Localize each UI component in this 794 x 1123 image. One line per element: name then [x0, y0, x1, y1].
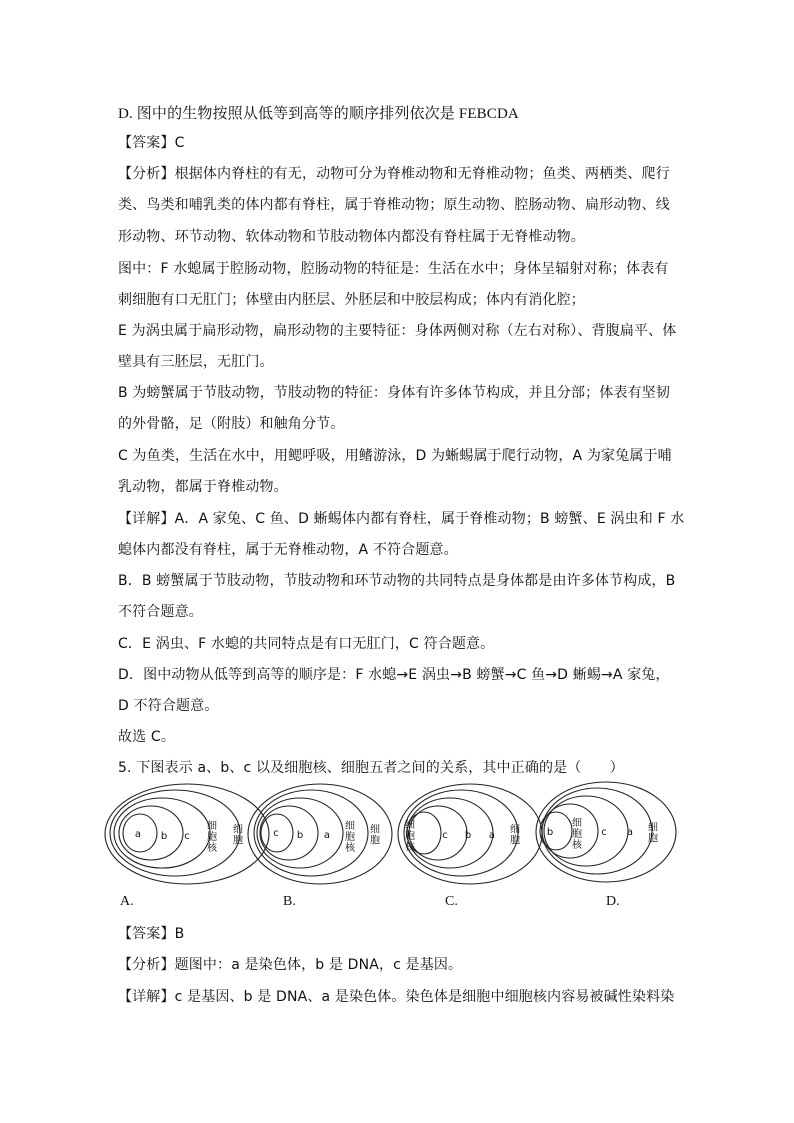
detail-line: 【详解】A．A 家兔、C 鱼、D 蜥蜴体内都有脊柱，属于脊椎动物；B 螃蟹、E 涡虫和 F 水	[118, 511, 685, 527]
analysis-line: 【分析】根据体内脊柱的有无，动物可分为脊椎动物和无脊椎动物；鱼类、两栖类、爬行	[118, 166, 670, 182]
diagram-d-label: c	[601, 827, 607, 838]
analysis-line: 的外骨骼，足（附肢）和触角分节。	[118, 416, 345, 432]
diagram-d-label: b	[546, 827, 554, 838]
detail-line: C．E 涡虫、F 水螅的共同特点是有口无肛门，C 符合题意。	[118, 636, 495, 652]
detail-line: D．图中动物从低等到高等的顺序是：F 水螅→E 涡虫→B 螃蟹→C 鱼→D 蜥蜴→A 家兔，	[118, 667, 670, 683]
option-c-label: C.	[445, 894, 458, 909]
analysis-line: 壁具有三胚层，无肛门。	[118, 354, 274, 370]
diagram-a-label: 细胞核	[207, 821, 217, 854]
analysis-line: 【分析】题图中：a 是染色体，b 是 DNA，c 是基因。	[118, 957, 463, 973]
diagram-b	[248, 784, 392, 884]
diagram-d-label: a	[626, 827, 634, 838]
diagram-c-label: 细胞	[510, 824, 520, 847]
conclusion-line: 故选 C。	[118, 729, 175, 745]
diagram-d	[536, 782, 676, 882]
diagram-b-label: 细胞核	[345, 821, 355, 854]
answer-line: 【答案】C	[118, 135, 185, 151]
detail-line: D 不符合题意。	[118, 698, 219, 714]
option-d-text: D. 图中的生物按照从低等到高等的顺序排列依次是 FEBCDA	[118, 106, 519, 122]
diagram-b-label: c	[273, 828, 279, 839]
diagram-c-label: c	[442, 830, 448, 841]
option-a-label: A.	[120, 894, 134, 909]
option-b-label: B.	[283, 894, 296, 909]
diagram-b-label: a	[323, 830, 331, 841]
diagram-a-label: c	[184, 831, 190, 842]
diagram-c-label: 细胞核	[405, 820, 415, 853]
analysis-line: 刺细胞有口无肛门；体壁由内胚层、外胚层和中胶层构成；体内有消化腔；	[118, 292, 585, 308]
diagram-a-label: b	[160, 831, 168, 842]
analysis-line: 类、鸟类和哺乳类的体内都有脊柱，属于脊椎动物；原生动物、腔肠动物、扁形动物、线	[118, 197, 670, 213]
diagram-c-label: a	[488, 830, 496, 841]
answer-line: 【答案】B	[118, 926, 185, 942]
diagram-b-label: 细胞	[370, 824, 380, 847]
diagram-a-label: a	[134, 829, 142, 840]
detail-line: B．B 螃蟹属于节肢动物，节肢动物和环节动物的共同特点是身体都是由许多体节构成，B	[118, 573, 676, 589]
analysis-line: 图中：F 水螅属于腔肠动物，腔肠动物的特征是：生活在水中；身体呈辐射对称；体表有	[118, 261, 669, 277]
question-5: 5. 下图表示 a、b、c 以及细胞核、细胞五者之间的关系，其中正确的是（ ）	[118, 760, 624, 776]
diagram-d-label: 细胞	[648, 822, 658, 845]
analysis-line: 形动物、环节动物、软体动物和节肢动物体内都没有脊柱属于无脊椎动物。	[118, 229, 585, 245]
option-d-label: D.	[606, 894, 620, 909]
diagram-a	[105, 784, 269, 884]
detail-line: 螅体内都没有脊柱，属于无脊椎动物，A 不符合题意。	[118, 542, 458, 558]
diagram-b-label: b	[296, 830, 304, 841]
analysis-line: 乳动物，都属于脊椎动物。	[118, 479, 288, 495]
diagram-c-label: b	[464, 830, 472, 841]
diagram-a-label: 细胞	[233, 824, 243, 847]
analysis-line: C 为鱼类，生活在水中，用鳃呼吸，用鳍游泳，D 为蜥蜴属于爬行动物，A 为家兔属于哺	[118, 448, 672, 464]
detail-line: 不符合题意。	[118, 604, 203, 620]
diagram-d-label: 细胞核	[572, 818, 582, 851]
analysis-line: E 为涡虫属于扁形动物，扁形动物的主要特征：身体两侧对称（左右对称）、背腹扁平、体	[118, 323, 677, 339]
analysis-line: B 为螃蟹属于节肢动物，节肢动物的特征：身体有许多体节构成，并且分部；体表有坚韧	[118, 385, 671, 401]
diagram-c	[398, 784, 542, 884]
detail-line: 【详解】c 是基因、b 是 DNA、a 是染色体。染色体是细胞中细胞核内容易被碱性染料染	[118, 989, 675, 1005]
